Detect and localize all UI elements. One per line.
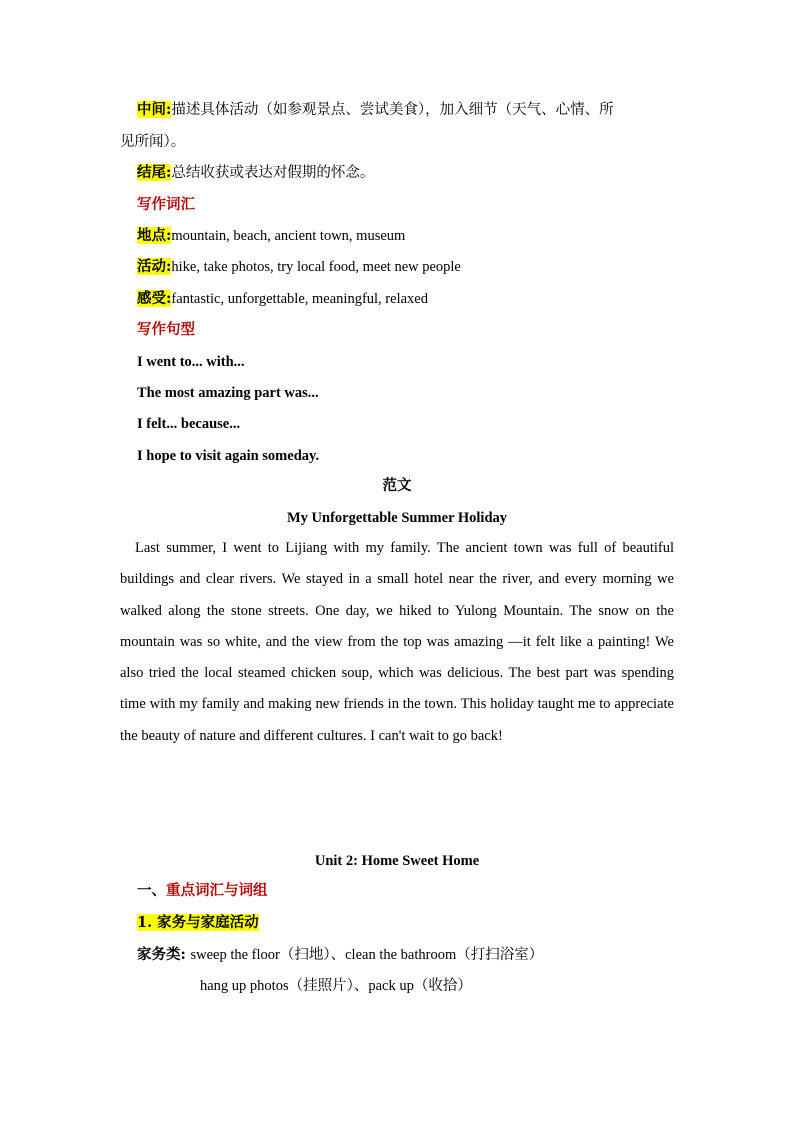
unit2-sub-heading xyxy=(137,913,259,933)
chores-text-1: sweep the floor（扫地）、clean the bathroom（打扫浴室） xyxy=(190,947,544,963)
chores-label: 家务类: xyxy=(137,946,186,963)
model-title: My Unforgettable Summer Holiday xyxy=(286,510,508,526)
activities-text: hike, take photos, try local food, meet new people xyxy=(171,259,461,275)
middle-line xyxy=(137,100,614,120)
section-number: 一、 xyxy=(137,882,166,899)
feelings-label: 感受: xyxy=(137,290,172,307)
places-line xyxy=(137,226,405,246)
middle-text-2: 见所闻）。 xyxy=(120,134,186,150)
feelings-text: fantastic, unforgettable, meaningful, relaxed xyxy=(171,291,428,307)
places-label: 地点: xyxy=(137,227,172,244)
vocab-heading: 写作词汇 xyxy=(137,196,195,213)
unit2-section-heading xyxy=(137,881,268,901)
activities-label: 活动: xyxy=(137,258,172,275)
pattern-4: I hope to visit again someday. xyxy=(137,448,320,464)
feelings-line xyxy=(137,289,428,309)
model-heading: 范文 xyxy=(382,477,412,494)
activities-line xyxy=(137,257,461,277)
ending-text: 总结收获或表达对假期的怀念。 xyxy=(171,165,375,181)
chores-text-2: hang up photos（挂照片）、pack up（收拾） xyxy=(200,978,472,994)
middle-line-2 xyxy=(120,132,185,152)
sentence-heading: 写作句型 xyxy=(137,321,195,338)
unit2-title: Unit 2: Home Sweet Home xyxy=(314,853,480,869)
section-title: 重点词汇与词组 xyxy=(166,882,268,899)
model-body: Last summer, I went to Lijiang with my family. The ancient town was full of beautiful buildings and clear rivers. We stayed in a small hotel near the river, and every morning we walked along the stone streets. One day, we hiked to Yulong Mountain. The snow on the mountain was so white, and the view from the top was amazing —it felt like a painting! We also tried the local steamed chicken soup, which was delicious. The best part was spending time with my family and making new friends in the town. This holiday taught me to appreciate the beauty of nature and different cultures. I can't wait to go back! xyxy=(120,540,674,744)
unit2-section-text xyxy=(137,882,268,899)
ending-label: 结尾: xyxy=(137,164,172,181)
unit2-sub-text: 1. 家务与家庭活动 xyxy=(137,914,259,931)
chores-line-2 xyxy=(200,976,472,996)
pattern-1: I went to... with... xyxy=(137,354,245,370)
middle-label: 中间: xyxy=(137,101,172,118)
ending-line xyxy=(137,163,374,183)
pattern-2: The most amazing part was... xyxy=(137,385,319,401)
places-text: mountain, beach, ancient town, museum xyxy=(171,228,406,244)
middle-text: 描述具体活动（如参观景点、尝试美食），加入细节（天气、心情、所 xyxy=(171,102,614,118)
pattern-3: I felt... because... xyxy=(137,416,241,432)
model-essay xyxy=(120,533,674,752)
chores-line-1 xyxy=(137,945,543,965)
